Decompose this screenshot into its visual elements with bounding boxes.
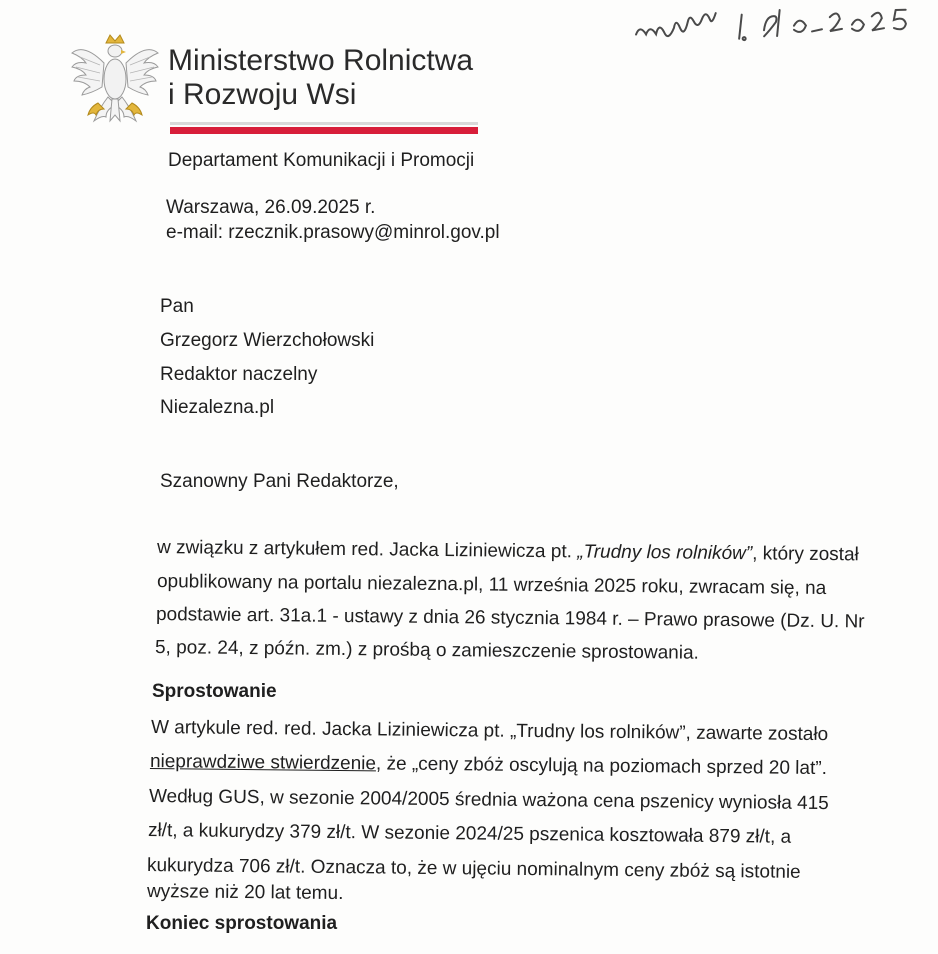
place-and-date: Warszawa, 26.09.2025 r.: [166, 197, 376, 218]
ministry-name: [168, 44, 473, 112]
recipient-role: Redaktor naczelny: [160, 364, 318, 385]
greeting: Szanowny Pani Redaktorze,: [160, 471, 399, 492]
correction-line-1: W artykule red. red. Jacka Liziniewicza pt. „Trudny los rolników”, zawarte zostało: [150, 717, 829, 746]
correction-line-5: kukurydza 706 zł/t. Oznacza to, że w ujęciu nominalnym ceny zbóż są istotnie: [146, 855, 801, 883]
recipient-name: Grzegorz Wierzchołowski: [160, 330, 375, 351]
intro-line-4: 5, poz. 24, z późn. zm.) z prośbą o zamieszczenie sprostowania.: [154, 637, 699, 664]
intro-line-3: podstawie art. 31a.1 - ustawy z dnia 26 stycznia 1984 r. – Prawo prasowe (Dz. U. Nr: [155, 604, 865, 633]
article-title: „Trudny los rolników”: [577, 541, 753, 565]
correction-line-3: Według GUS, w sezonie 2004/2005 średnia ważona cena pszenicy wyniosła 415: [148, 786, 829, 815]
ministry-name-line2: i Rozwoju Wsi: [168, 78, 357, 111]
flag-divider-white: [170, 122, 478, 125]
recipient-salutation: Pan: [160, 296, 194, 317]
ministry-name-line1: Ministerstwo Rolnictwa: [168, 44, 474, 77]
intro-line-2: opublikowany na portalu niezalezna.pl, 11 września 2025 roku, zwracam się, na: [156, 571, 827, 600]
correction-heading: Sprostowanie: [152, 681, 277, 702]
false-statement-underlined: nieprawdziwe stwierdzenie: [149, 751, 377, 775]
polish-eagle-emblem-icon: [70, 33, 160, 131]
correction-line-4: zł/t, a kukurydzy 379 zł/t. W sezonie 2024/25 pszenica kosztowała 879 zł/t, a: [147, 820, 792, 848]
correction-line-2: [150, 751, 827, 780]
flag-divider-red: [170, 127, 478, 134]
handwritten-note-scribble: [630, 1, 931, 50]
department-name: Departament Komunikacji i Promocji: [168, 150, 475, 171]
correction-line-2-rest: , że „ceny zbóż oscylują na poziomach sprzed 20 lat”.: [375, 753, 828, 780]
intro-line-1: [157, 537, 859, 566]
intro-line-1-end: , który został: [752, 543, 859, 566]
recipient-outlet: Niezalezna.pl: [160, 397, 275, 418]
contact-email: e-mail: rzecznik.prasowy@minrol.gov.pl: [166, 222, 500, 243]
handwritten-note: [630, 1, 931, 58]
correction-end: Koniec sprostowania: [146, 913, 338, 934]
flag-divider: [170, 122, 478, 134]
correction-line-6: wyższe niż 20 lat temu.: [146, 881, 344, 905]
intro-line-1-start: w związku z artykułem red. Jacka Liziniewicza pt.: [156, 537, 578, 563]
